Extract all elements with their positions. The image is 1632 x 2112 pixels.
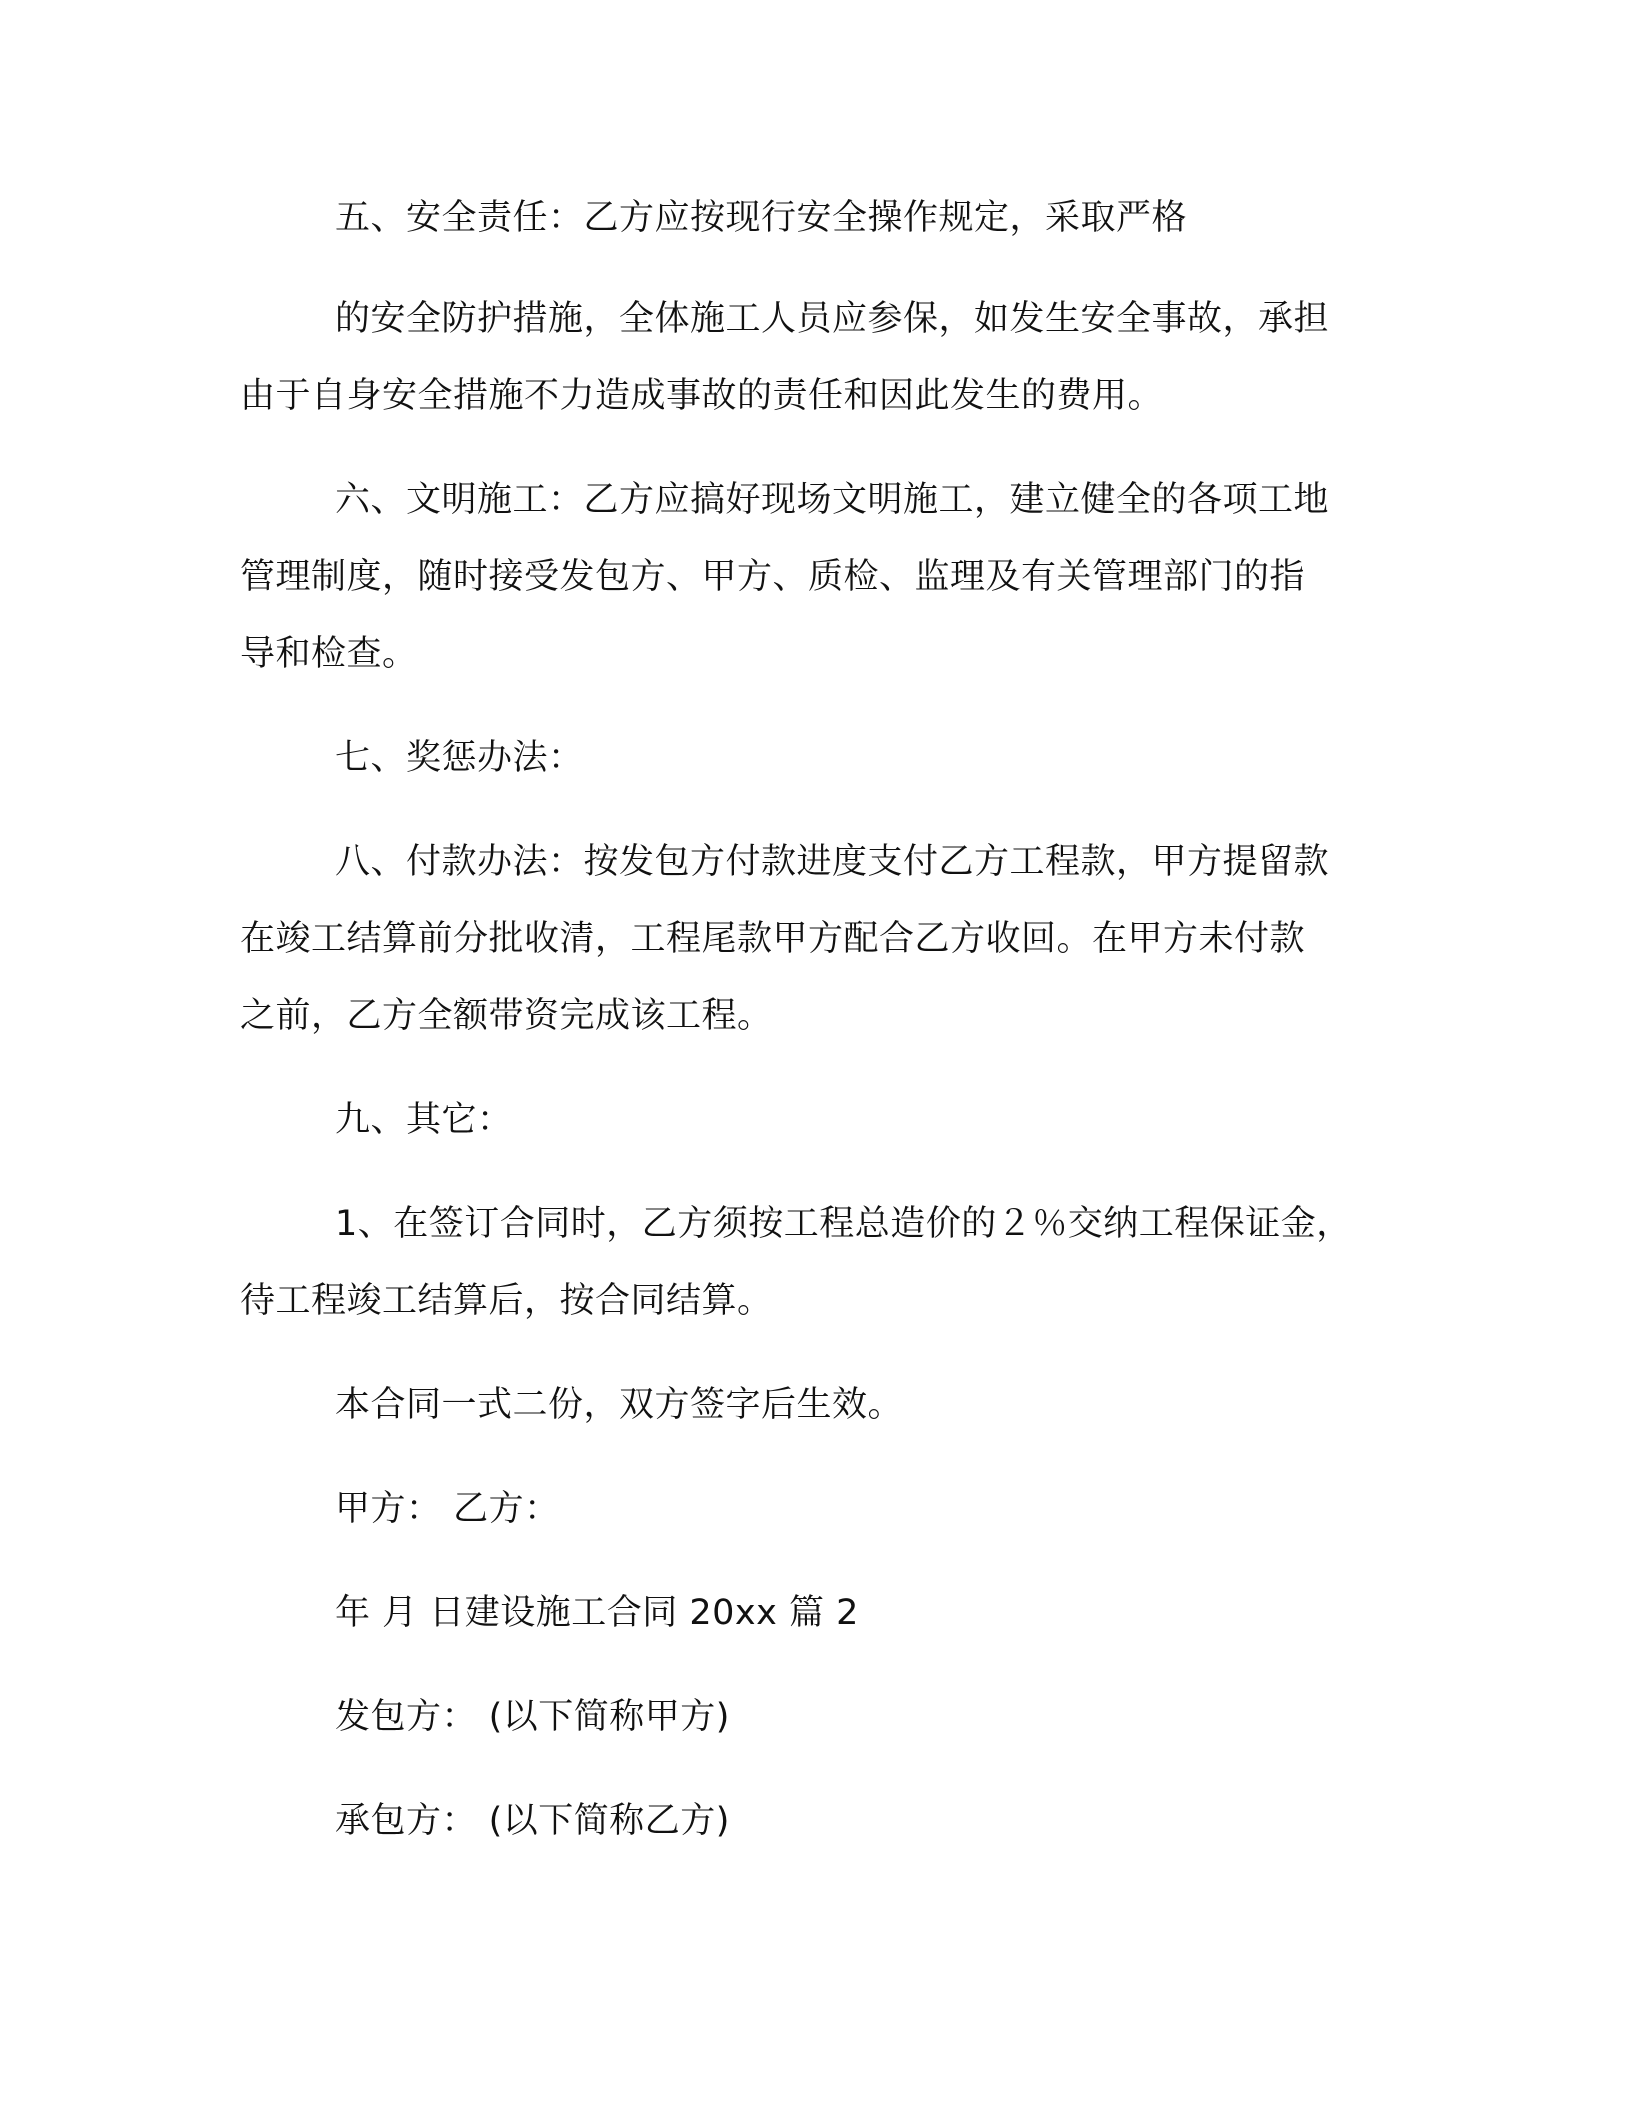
- text-line-section-8-end: 之前，乙方全额带资完成该工程。: [240, 996, 773, 1036]
- text-line-section-5-end: 由于自身安全措施不力造成事故的责任和因此发生的费用。: [240, 376, 1164, 416]
- text-line-item-1-end: 待工程竣工结算后，按合同结算。: [240, 1281, 773, 1321]
- text-line-section-7-heading: 七、奖惩办法：: [335, 738, 584, 778]
- text-line-parties: 甲方： 乙方：: [335, 1489, 560, 1529]
- text-line-effective: 本合同一式二份，双方签字后生效。: [335, 1385, 904, 1425]
- text-line-section-6-end: 导和检查。: [240, 634, 418, 674]
- text-line-section-6-heading: 六、文明施工：乙方应搞好现场文明施工，建立健全的各项工地: [335, 480, 1330, 520]
- text-line-section-8-heading: 八、付款办法：按发包方付款进度支付乙方工程款，甲方提留款: [335, 842, 1330, 882]
- text-line-section-6-cont: 管理制度，随时接受发包方、甲方、质检、监理及有关管理部门的指: [240, 557, 1306, 597]
- text-line-contractor: 承包方： (以下简称乙方): [335, 1801, 730, 1841]
- text-line-section-5-heading: 五、安全责任：乙方应按现行安全操作规定，采取严格: [335, 198, 1188, 238]
- text-line-section-9-heading: 九、其它：: [335, 1100, 513, 1140]
- text-line-section-5-cont: 的安全防护措施，全体施工人员应参保，如发生安全事故，承担: [335, 299, 1330, 339]
- text-line-date-title: 年 月 日建设施工合同 20xx 篇 2: [335, 1593, 859, 1633]
- text-line-item-1: 1、在签订合同时，乙方须按工程总造价的２％交纳工程保证金，: [335, 1204, 1352, 1244]
- text-line-section-8-cont: 在竣工结算前分批收清，工程尾款甲方配合乙方收回。在甲方未付款: [240, 919, 1306, 959]
- text-line-employer: 发包方： (以下简称甲方): [335, 1697, 730, 1737]
